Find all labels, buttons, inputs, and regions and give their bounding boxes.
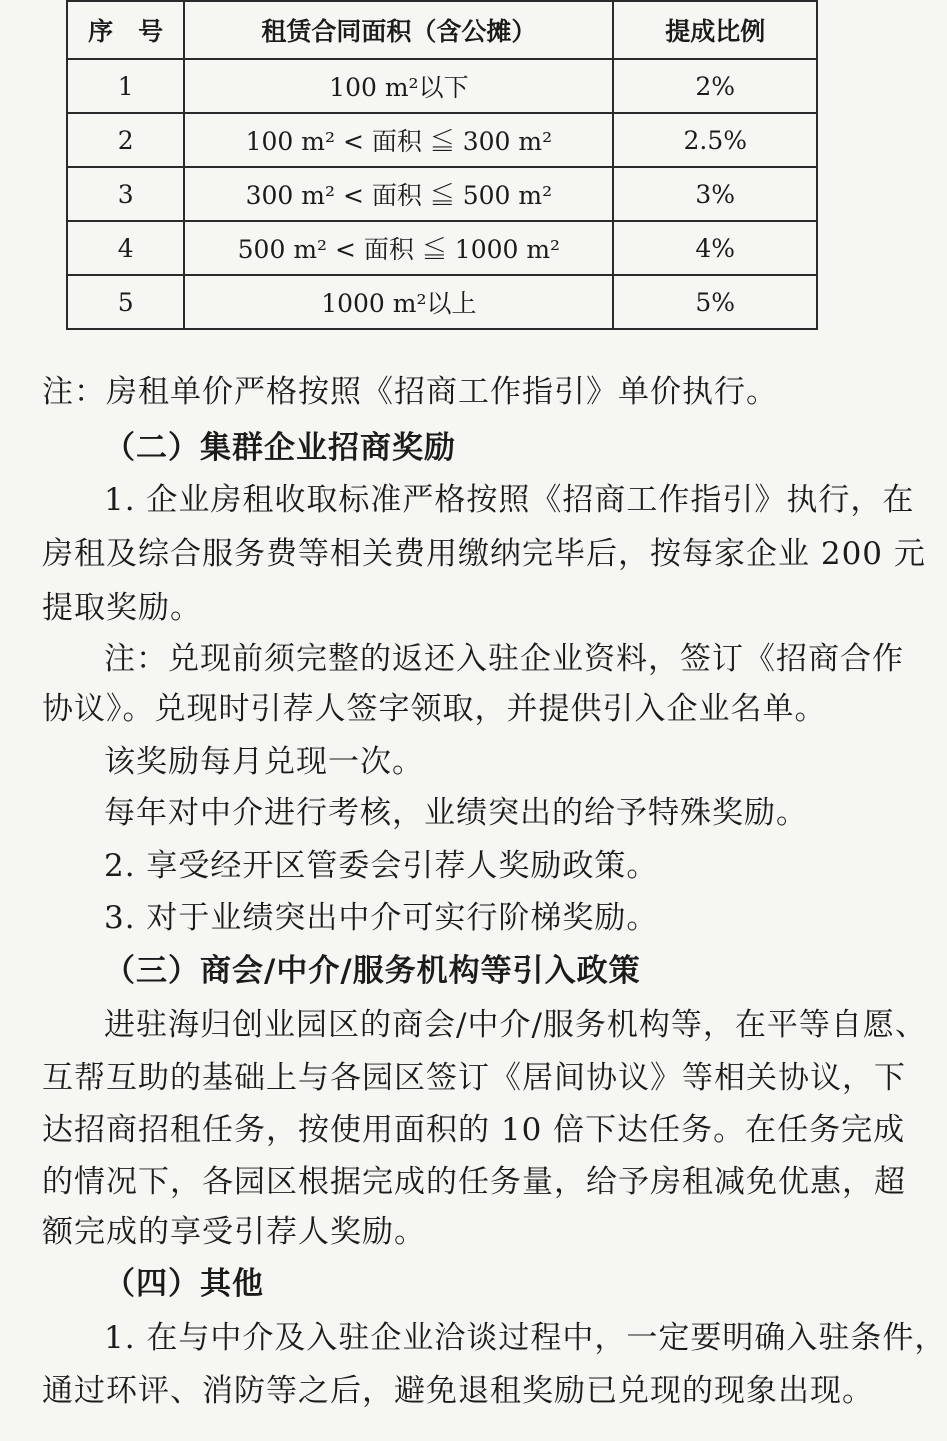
paragraph-line: 互帮互助的基础上与各园区签订《居间协议》等相关协议，下 <box>42 1060 906 1096</box>
cell-no: 3 <box>67 167 184 221</box>
cell-area: 100 m²以下 <box>184 59 613 113</box>
table-header-row <box>67 1 817 59</box>
rent-price-note: 注：房租单价严格按照《招商工作指引》单价执行。 <box>42 374 778 410</box>
cell-rate: 2.5% <box>613 113 817 167</box>
table-row <box>67 275 817 329</box>
section-heading-intro-policy: （三）商会/中介/服务机构等引入政策 <box>104 953 641 989</box>
paragraph-line: 额完成的享受引荐人奖励。 <box>42 1214 426 1250</box>
cell-no: 2 <box>67 113 184 167</box>
paragraph-line: 1. 在与中介及入驻企业洽谈过程中，一定要明确入驻条件， <box>104 1320 947 1356</box>
paragraph-line: 通过环评、消防等之后，避免退租奖励已兑现的现象出现。 <box>42 1373 874 1409</box>
paragraph-line: 每年对中介进行考核，业绩突出的给予特殊奖励。 <box>104 795 808 831</box>
cell-no: 5 <box>67 275 184 329</box>
cell-rate: 2% <box>613 59 817 113</box>
cell-no: 1 <box>67 59 184 113</box>
cell-rate: 4% <box>613 221 817 275</box>
section-heading-cluster-reward: （二）集群企业招商奖励 <box>104 430 456 466</box>
cell-area: 1000 m²以上 <box>184 275 613 329</box>
paragraph-line: 达招商招租任务，按使用面积的 10 倍下达任务。在任务完成 <box>42 1112 906 1148</box>
table-row <box>67 167 817 221</box>
paragraph-line: 进驻海归创业园区的商会/中介/服务机构等，在平等自愿、 <box>104 1007 927 1043</box>
paragraph-line: 注：兑现前须完整的返还入驻企业资料，签订《招商合作 <box>104 641 904 677</box>
cell-rate: 5% <box>613 275 817 329</box>
paragraph-line: 的情况下，各园区根据完成的任务量，给予房租减免优惠，超 <box>42 1164 906 1200</box>
paragraph-line: 提取奖励。 <box>42 590 202 626</box>
table-row <box>67 221 817 275</box>
commission-table <box>66 0 818 330</box>
cell-area: 100 m² < 面积 ≦ 300 m² <box>184 113 613 167</box>
paragraph-line: 2. 享受经开区管委会引荐人奖励政策。 <box>104 848 659 884</box>
header-area: 租赁合同面积（含公摊） <box>184 1 613 59</box>
table-row <box>67 59 817 113</box>
cell-area: 500 m² < 面积 ≦ 1000 m² <box>184 221 613 275</box>
paragraph-line: 1. 企业房租收取标准严格按照《招商工作指引》执行，在 <box>104 482 915 518</box>
paragraph-line: 3. 对于业绩突出中介可实行阶梯奖励。 <box>104 900 659 936</box>
table-row <box>67 113 817 167</box>
header-rate: 提成比例 <box>613 1 817 59</box>
header-no: 序 号 <box>67 1 184 59</box>
cell-rate: 3% <box>613 167 817 221</box>
cell-no: 4 <box>67 221 184 275</box>
paragraph-line: 协议》。兑现时引荐人签字领取，并提供引入企业名单。 <box>42 691 827 727</box>
paragraph-line: 房租及综合服务费等相关费用缴纳完毕后，按每家企业 200 元 <box>42 536 926 572</box>
cell-area: 300 m² < 面积 ≦ 500 m² <box>184 167 613 221</box>
paragraph-line: 该奖励每月兑现一次。 <box>104 744 424 780</box>
section-heading-other: （四）其他 <box>104 1266 264 1302</box>
